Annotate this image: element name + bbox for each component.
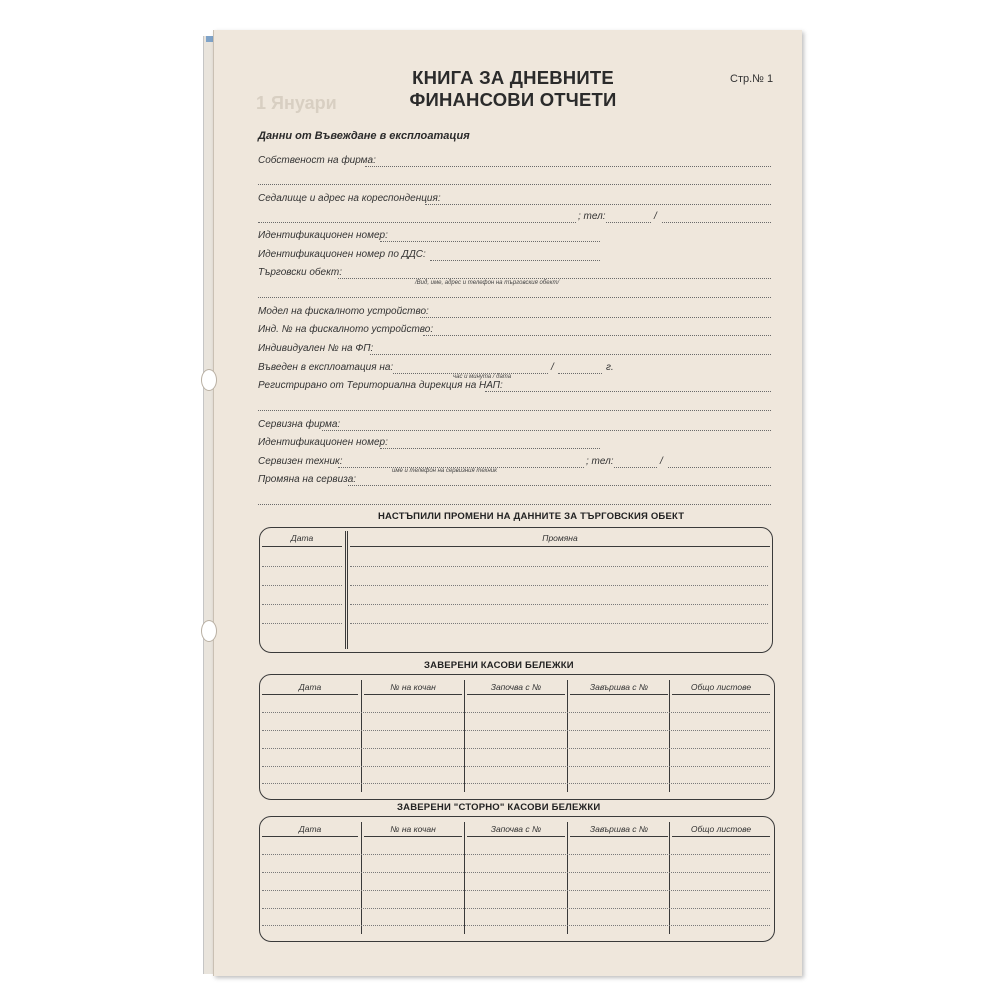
storno-col-date: Дата xyxy=(298,824,322,834)
fp-number-line[interactable] xyxy=(370,354,771,355)
title-line-2: ФИНАНСОВИ ОТЧЕТИ xyxy=(409,89,617,110)
phone-label-1: ; тел: xyxy=(578,211,606,222)
changes-section-title: НАСТЪПИЛИ ПРОМЕНИ НА ДАННИТЕ ЗА ТЪРГОВСКИЯ ОБЕКТ xyxy=(378,511,685,522)
bleed-through-text: 1 Януари xyxy=(256,93,337,113)
service-change-line-2[interactable] xyxy=(258,504,771,505)
page-title xyxy=(393,67,633,111)
receipts-header-rule xyxy=(364,694,462,695)
changes-row[interactable] xyxy=(350,585,768,586)
receipts-row[interactable] xyxy=(262,730,770,731)
receipts-col-divider xyxy=(669,680,670,792)
storno-table xyxy=(259,816,775,942)
receipts-header-rule xyxy=(570,694,668,695)
changes-header-rule xyxy=(262,546,342,547)
shop-label: Търговски обект: xyxy=(258,267,343,278)
binder-hole xyxy=(201,620,217,642)
changes-header-rule xyxy=(350,546,770,547)
year-suffix: г. xyxy=(606,362,614,373)
binder-hole xyxy=(201,369,217,391)
receipts-col-total: Общо листове xyxy=(690,682,752,692)
changes-col-change: Промяна xyxy=(542,533,578,543)
changes-row[interactable] xyxy=(350,604,768,605)
receipts-col-divider xyxy=(361,680,362,792)
receipts-col-divider xyxy=(567,680,568,792)
vat-id-label: Идентификационен номер по ДДС: xyxy=(258,249,426,260)
changes-row[interactable] xyxy=(262,585,342,586)
service-firm-label: Сервизна фирма: xyxy=(258,419,341,430)
vat-id-line[interactable] xyxy=(430,260,600,261)
changes-row[interactable] xyxy=(350,566,768,567)
shop-line-2[interactable] xyxy=(258,297,771,298)
changes-col-date: Дата xyxy=(290,533,314,543)
storno-row[interactable] xyxy=(262,908,770,909)
fiscal-inv-line[interactable] xyxy=(423,335,771,336)
registered-line[interactable] xyxy=(485,391,771,392)
storno-row[interactable] xyxy=(262,854,770,855)
id-number-line[interactable] xyxy=(380,241,600,242)
receipts-section-title: ЗАВЕРЕНИ КАСОВИ БЕЛЕЖКИ xyxy=(424,660,574,671)
storno-header-rule xyxy=(672,836,770,837)
page-number: Стр.№ 1 xyxy=(730,73,774,85)
changes-row[interactable] xyxy=(262,604,342,605)
ownership-label: Собственост на фирма: xyxy=(258,155,376,166)
storno-col-divider xyxy=(361,822,362,934)
fiscal-model-line[interactable] xyxy=(420,317,771,318)
storno-row[interactable] xyxy=(262,925,770,926)
shop-line[interactable] xyxy=(338,278,771,279)
storno-col-divider xyxy=(567,822,568,934)
receipts-row[interactable] xyxy=(262,783,770,784)
service-firm-line[interactable] xyxy=(322,430,771,431)
receipts-header-rule xyxy=(467,694,565,695)
service-tech-label: Сервизен техник: xyxy=(258,456,343,467)
phone-number-line-2[interactable] xyxy=(668,467,771,468)
receipts-col-book: № на кочан xyxy=(390,682,436,692)
commission-label: Въведен в експлоатация на: xyxy=(258,362,394,373)
commission-separator: / xyxy=(551,362,554,373)
storno-row[interactable] xyxy=(262,872,770,873)
address-line[interactable] xyxy=(425,204,771,205)
ownership-line-2[interactable] xyxy=(258,184,771,185)
receipts-header-rule xyxy=(672,694,770,695)
storno-col-book: № на кочан xyxy=(390,824,436,834)
fp-number-label: Индивидуален № на ФП: xyxy=(258,343,374,354)
address-label: Седалище и адрес на кореспонденция: xyxy=(258,193,441,204)
registered-label: Регистрирано от Териториална дирекция на НАП: xyxy=(258,380,503,391)
id-number-label: Идентификационен номер: xyxy=(258,230,388,241)
changes-row[interactable] xyxy=(350,623,768,624)
fiscal-model-label: Модел на фискалното устройство: xyxy=(258,306,429,317)
commission-date-line[interactable] xyxy=(558,373,602,374)
changes-row[interactable] xyxy=(262,623,342,624)
title-line-1: КНИГА ЗА ДНЕВНИТЕ xyxy=(412,67,614,88)
ownership-line[interactable] xyxy=(365,166,771,167)
changes-col-divider xyxy=(347,531,348,649)
phone-code-line-2[interactable] xyxy=(614,467,657,468)
time-hint: час и минута / дата xyxy=(453,374,512,380)
service-change-label: Промяна на сервиза: xyxy=(258,474,357,485)
phone-label-2: ; тел: xyxy=(586,456,614,467)
service-change-line[interactable] xyxy=(348,485,771,486)
address-line-2[interactable] xyxy=(258,222,576,223)
storno-header-rule xyxy=(570,836,668,837)
storno-header-rule xyxy=(364,836,462,837)
receipts-col-start: Започва с № xyxy=(490,682,542,692)
receipts-header-rule xyxy=(262,694,358,695)
receipts-col-date: Дата xyxy=(298,682,322,692)
tech-hint: име и телефон на сервизния техник xyxy=(392,468,497,474)
section-subheading: Данни от Въвеждане в експлоатация xyxy=(258,130,470,142)
receipts-row[interactable] xyxy=(262,766,770,767)
storno-col-divider xyxy=(464,822,465,934)
phone-separator: / xyxy=(654,211,657,222)
storno-section-title: ЗАВЕРЕНИ "СТОРНО" КАСОВИ БЕЛЕЖКИ xyxy=(397,802,601,813)
storno-col-start: Започва с № xyxy=(490,824,542,834)
receipts-col-divider xyxy=(464,680,465,792)
storno-header-rule xyxy=(262,836,358,837)
receipts-table xyxy=(259,674,775,800)
receipts-row[interactable] xyxy=(262,748,770,749)
shop-hint: /Вид, име, адрес и телефон на търговския обект/ xyxy=(415,280,560,286)
changes-col-divider xyxy=(345,531,346,649)
fiscal-inv-label: Инд. № на фискалното устройство: xyxy=(258,324,434,335)
storno-col-total: Общо листове xyxy=(690,824,752,834)
storno-col-end: Завършва с № xyxy=(589,824,649,834)
service-id-line[interactable] xyxy=(380,448,600,449)
storno-col-divider xyxy=(669,822,670,934)
phone-separator-2: / xyxy=(660,456,663,467)
changes-row[interactable] xyxy=(262,566,342,567)
receipts-col-end: Завършва с № xyxy=(589,682,649,692)
receipts-row[interactable] xyxy=(262,712,770,713)
phone-code-line-1[interactable] xyxy=(606,222,651,223)
storno-row[interactable] xyxy=(262,890,770,891)
phone-number-line-1[interactable] xyxy=(662,222,771,223)
registered-line-2[interactable] xyxy=(258,410,771,411)
storno-header-rule xyxy=(467,836,565,837)
service-id-label: Идентификационен номер: xyxy=(258,437,388,448)
